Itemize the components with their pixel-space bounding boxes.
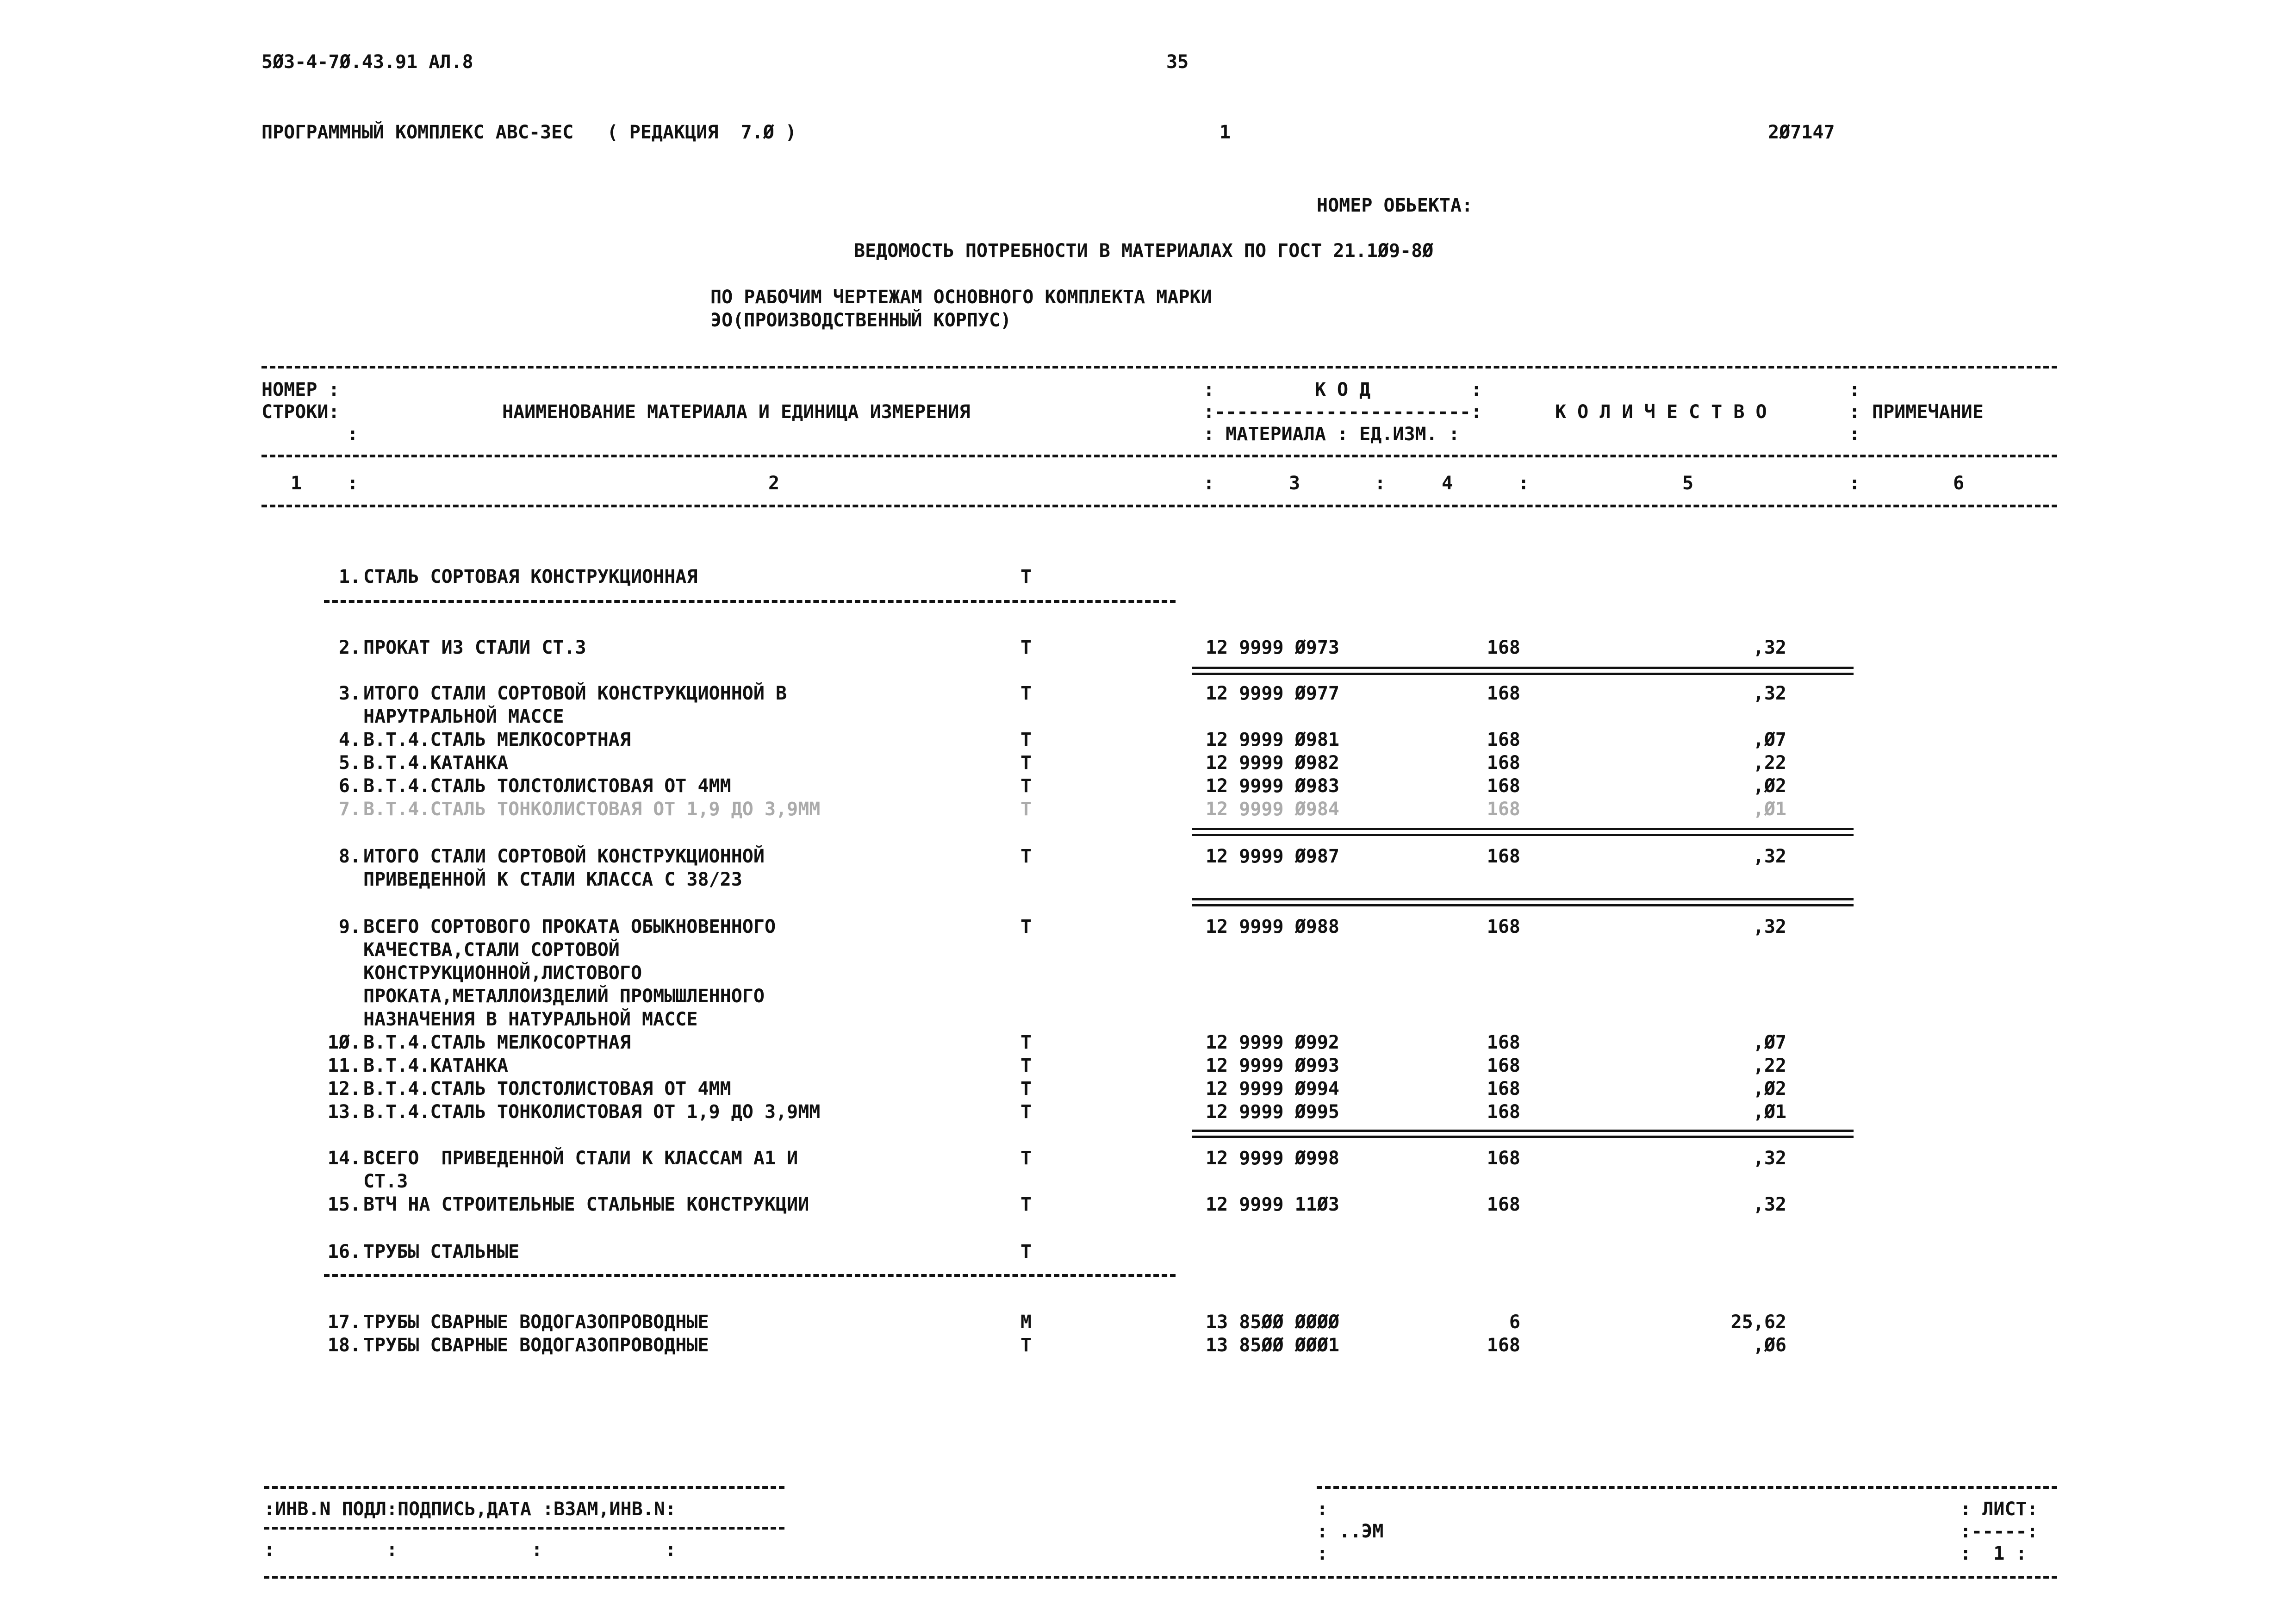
stamp-cells: : : : : (264, 1539, 677, 1561)
material-code: 13 85ØØ ØØØØ (1206, 1312, 1339, 1333)
page-number: 35 (1166, 51, 1189, 73)
unit-code: 168 (1487, 1055, 1520, 1076)
material-code: 12 9999 11Ø3 (1206, 1194, 1339, 1215)
material-code: 12 9999 Ø998 (1206, 1148, 1339, 1169)
unit-code: 168 (1487, 916, 1520, 937)
row-number: 13. (327, 1101, 361, 1123)
total-rule (1192, 898, 1854, 906)
quantity: ,Ø1 (1753, 1101, 1786, 1123)
quantity: ,32 (1753, 683, 1786, 704)
column-number-3: 3 (1289, 473, 1300, 494)
material-name: В.Т.4.СТАЛЬ ТОЛСТОЛИСТОВАЯ ОТ 4ММ (363, 775, 731, 797)
stamp-mid-rule (264, 1527, 784, 1530)
row-number: 14. (327, 1148, 361, 1169)
row-number: 6. (338, 775, 361, 797)
quantity: ,22 (1753, 1055, 1786, 1076)
unit-code: 168 (1487, 683, 1520, 704)
row-number: 11. (327, 1055, 361, 1076)
quantity: ,Ø7 (1753, 1032, 1786, 1053)
column-number-4: 4 (1442, 473, 1453, 494)
quantity: ,Ø7 (1753, 729, 1786, 750)
unit: Т (1020, 1194, 1032, 1215)
unit: Т (1020, 1078, 1032, 1099)
column-number-rule (261, 505, 2057, 507)
unit: Т (1020, 1101, 1032, 1123)
column-separator: : (347, 473, 359, 494)
name-column-header: НАИМЕНОВАНИЕ МАТЕРИАЛА И ЕДИНИЦА ИЗМЕРЕНИЯ (502, 401, 971, 423)
row-number: 9. (338, 916, 361, 937)
unit-code: 168 (1487, 846, 1520, 867)
subtitle-line-2: ЭО(ПРОИЗВОДСТВЕННЫЙ КОРПУС) (710, 310, 1012, 331)
note-colon-mid: : (1849, 401, 1860, 423)
unit-code: 6 (1509, 1312, 1520, 1333)
unit: Т (1020, 1335, 1032, 1356)
title-block-top-rule (1317, 1486, 2057, 1489)
row-number: 12. (327, 1078, 361, 1099)
unit-code: 168 (1487, 775, 1520, 797)
material-code: 12 9999 Ø987 (1206, 846, 1339, 867)
document-number: 2Ø7147 (1768, 122, 1835, 143)
material-name-continued: КОНСТРУКЦИОННОЙ,ЛИСТОВОГО (363, 962, 642, 984)
quantity: ,Ø2 (1753, 775, 1786, 797)
column-number-1: 1 (291, 473, 302, 494)
material-code: 12 9999 Ø994 (1206, 1078, 1339, 1099)
code-header-subcolumns: : МАТЕРИАЛА : ЕД.ИЗМ. : (1203, 424, 1460, 445)
material-name: ПРОКАТ ИЗ СТАЛИ СТ.3 (363, 637, 586, 658)
material-name: В.Т.4.КАТАНКА (363, 1055, 509, 1076)
material-name: В.Т.4.СТАЛЬ ТОНКОЛИСТОВАЯ ОТ 1,9 ДО 3,9ММ (363, 799, 821, 820)
row-number: 16. (327, 1241, 361, 1262)
material-name: В.Т.4.СТАЛЬ ТОЛСТОЛИСТОВАЯ ОТ 4ММ (363, 1078, 731, 1099)
unit: Т (1020, 729, 1032, 750)
material-code: 12 9999 Ø995 (1206, 1101, 1339, 1123)
quantity-column-header: К О Л И Ч Е С Т В О (1555, 401, 1767, 423)
row-number: 15. (327, 1194, 361, 1215)
material-name: В.Т.4.СТАЛЬ МЕЛКОСОРТНАЯ (363, 729, 631, 750)
unit-code: 168 (1487, 1148, 1520, 1169)
program-name: ПРОГРАММНЫЙ КОМПЛЕКС АВС-3ЕС ( РЕДАКЦИЯ 7.Ø ) (261, 122, 796, 143)
material-code: 12 9999 Ø973 (1206, 637, 1339, 658)
page-title: ВЕДОМОСТЬ ПОТРЕБНОСТИ В МАТЕРИАЛАХ ПО ГОСТ 21.1Ø9-8Ø (854, 240, 1434, 262)
material-name: СТАЛЬ СОРТОВАЯ КОНСТРУКЦИОННАЯ (363, 566, 698, 587)
note-colon-bottom: : (1849, 424, 1860, 445)
column-separator: : (1375, 473, 1386, 494)
row-number: 1. (338, 566, 361, 587)
quantity: ,Ø6 (1753, 1335, 1786, 1356)
table-top-rule (261, 366, 2057, 369)
material-code: 12 9999 Ø983 (1206, 775, 1339, 797)
material-code: 12 9999 Ø988 (1206, 916, 1339, 937)
column-number-2: 2 (768, 473, 780, 494)
drawing-mark: : ..ЭМ (1317, 1521, 1384, 1542)
material-name-continued: СТ.3 (363, 1171, 408, 1192)
row-number: 3. (338, 683, 361, 704)
material-code: 12 9999 Ø992 (1206, 1032, 1339, 1053)
total-rule (1192, 667, 1854, 675)
group-underline (324, 600, 1176, 603)
material-code: 12 9999 Ø981 (1206, 729, 1339, 750)
total-rule (1192, 828, 1854, 836)
row-number: 1Ø. (327, 1032, 361, 1053)
quantity: ,32 (1753, 1194, 1786, 1215)
unit: Т (1020, 775, 1032, 797)
sheet-value: : 1 : (1960, 1543, 2027, 1564)
material-code: 13 85ØØ ØØØ1 (1206, 1335, 1339, 1356)
row-number-header-1: НОМЕР : (261, 379, 340, 400)
material-name-continued: ПРОКАТА,МЕТАЛЛОИЗДЕЛИЙ ПРОМЫШЛЕННОГО (363, 986, 765, 1007)
sheet-label: : ЛИСТ: (1960, 1499, 2038, 1520)
column-number-5: 5 (1682, 473, 1694, 494)
row-number: 17. (327, 1312, 361, 1333)
document-code: 5Ø3-4-7Ø.43.91 АЛ.8 (261, 51, 473, 73)
column-separator: : (1518, 473, 1530, 494)
unit-code: 168 (1487, 729, 1520, 750)
quantity: ,32 (1753, 1148, 1786, 1169)
material-name: ИТОГО СТАЛИ СОРТОВОЙ КОНСТРУКЦИОННОЙ В (363, 683, 787, 704)
material-code: 12 9999 Ø977 (1206, 683, 1339, 704)
stamp-top-rule (264, 1486, 784, 1489)
row-number-header-2: СТРОКИ: (261, 401, 340, 423)
header-rule (261, 455, 2057, 457)
row-number: 18. (327, 1335, 361, 1356)
group-underline (324, 1274, 1176, 1277)
row-number: 2. (338, 637, 361, 658)
code-header-divider: :-----------------------: (1203, 401, 1482, 423)
column-separator: : (1849, 473, 1860, 494)
unit: Т (1020, 683, 1032, 704)
material-name-continued: КАЧЕСТВА,СТАЛИ СОРТОВОЙ (363, 939, 620, 961)
material-name: ТРУБЫ СТАЛЬНЫЕ (363, 1241, 520, 1262)
material-name: ВСЕГО ПРИВЕДЕННОЙ СТАЛИ К КЛАССАМ А1 И (363, 1148, 798, 1169)
quantity: ,22 (1753, 752, 1786, 774)
material-name: В.Т.4.СТАЛЬ МЕЛКОСОРТНАЯ (363, 1032, 631, 1053)
row-number-header-3: : (347, 424, 359, 445)
title-block-colon: : (1317, 1499, 1328, 1520)
total-rule (1192, 1130, 1854, 1138)
unit-code: 168 (1487, 1032, 1520, 1053)
column-number-6: 6 (1953, 473, 1965, 494)
material-name: ТРУБЫ СВАРНЫЕ ВОДОГАЗОПРОВОДНЫЕ (363, 1335, 709, 1356)
unit-code: 168 (1487, 1335, 1520, 1356)
material-name-continued: НАРУТРАЛЬНОЙ МАССЕ (363, 706, 564, 727)
stamp-header: :ИНВ.N ПОДЛ:ПОДПИСЬ,ДАТА :ВЗАМ,ИНВ.N: (264, 1499, 677, 1520)
quantity: ,Ø2 (1753, 1078, 1786, 1099)
column-separator: : (1203, 473, 1215, 494)
row-number: 8. (338, 846, 361, 867)
quantity: ,32 (1753, 637, 1786, 658)
unit-code: 168 (1487, 799, 1520, 820)
unit: Т (1020, 846, 1032, 867)
quantity: ,32 (1753, 916, 1786, 937)
material-code: 12 9999 Ø984 (1206, 799, 1339, 820)
unit: Т (1020, 1055, 1032, 1076)
quantity: 25,62 (1730, 1312, 1786, 1333)
sheet-number: 1 (1220, 122, 1231, 143)
unit-code: 168 (1487, 1078, 1520, 1099)
object-number-label: НОМЕР ОБЬЕКТА: (1317, 195, 1473, 216)
unit-code: 168 (1487, 1101, 1520, 1123)
row-number: 5. (338, 752, 361, 774)
code-header-top: : К О Д : (1203, 379, 1482, 400)
title-block-colon: : (1317, 1543, 1328, 1564)
unit-code: 168 (1487, 1194, 1520, 1215)
note-column-header: ПРИМЕЧАНИЕ (1872, 401, 1984, 423)
material-code: 12 9999 Ø982 (1206, 752, 1339, 774)
row-number: 4. (338, 729, 361, 750)
quantity: ,32 (1753, 846, 1786, 867)
unit: Т (1020, 1032, 1032, 1053)
unit: Т (1020, 1148, 1032, 1169)
subtitle-line-1: ПО РАБОЧИМ ЧЕРТЕЖАМ ОСНОВНОГО КОМПЛЕКТА МАРКИ (710, 287, 1212, 308)
row-number: 7. (338, 799, 361, 820)
unit: Т (1020, 637, 1032, 658)
unit-code: 168 (1487, 637, 1520, 658)
unit: Т (1020, 916, 1032, 937)
sheet-separator: :-----: (1960, 1521, 2038, 1542)
material-name-continued: ПРИВЕДЕННОЙ К СТАЛИ КЛАССА С 38/23 (363, 869, 742, 890)
material-name: В.Т.4.КАТАНКА (363, 752, 509, 774)
material-name-continued: НАЗНАЧЕНИЯ В НАТУРАЛЬНОЙ МАССЕ (363, 1009, 698, 1030)
page-bottom-rule (264, 1576, 2057, 1579)
unit: Т (1020, 566, 1032, 587)
unit: Т (1020, 1241, 1032, 1262)
unit-code: 168 (1487, 752, 1520, 774)
material-name: ВСЕГО СОРТОВОГО ПРОКАТА ОБЫКНОВЕННОГО (363, 916, 776, 937)
material-code: 12 9999 Ø993 (1206, 1055, 1339, 1076)
quantity: ,Ø1 (1753, 799, 1786, 820)
material-name: ТРУБЫ СВАРНЫЕ ВОДОГАЗОПРОВОДНЫЕ (363, 1312, 709, 1333)
unit: М (1020, 1312, 1032, 1333)
material-name: ИТОГО СТАЛИ СОРТОВОЙ КОНСТРУКЦИОННОЙ (363, 846, 765, 867)
material-name: ВТЧ НА СТРОИТЕЛЬНЫЕ СТАЛЬНЫЕ КОНСТРУКЦИИ (363, 1194, 809, 1215)
unit: Т (1020, 799, 1032, 820)
unit: Т (1020, 752, 1032, 774)
material-name: В.Т.4.СТАЛЬ ТОНКОЛИСТОВАЯ ОТ 1,9 ДО 3,9ММ (363, 1101, 821, 1123)
note-colon-top: : (1849, 379, 1860, 400)
